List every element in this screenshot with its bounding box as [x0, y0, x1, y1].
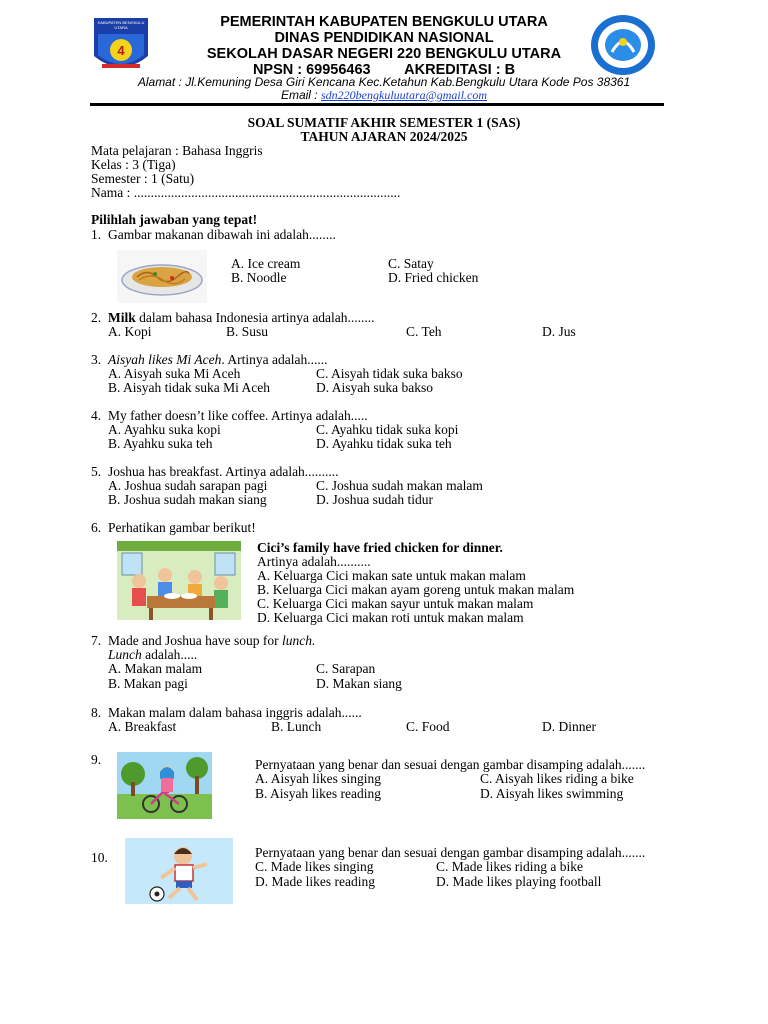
q8-option-d[interactable]: D. Dinner — [542, 719, 596, 734]
q6-option-d[interactable]: D. Keluarga Cici makan roti untuk makan malam — [257, 610, 524, 625]
q4-option-a[interactable]: A. Ayahku suka kopi — [108, 422, 221, 437]
q7-question-text-2: adalah..... — [141, 647, 198, 662]
q2-keyword: Milk — [108, 310, 136, 325]
q3-question-text: . Artinya adalah...... — [221, 352, 328, 367]
q2-option-b[interactable]: B. Susu — [226, 324, 269, 339]
header-email-row — [0, 88, 768, 102]
email-link[interactable]: sdn220bengkuluutara@gmail.com — [321, 88, 488, 102]
q1-option-b[interactable]: B. Noodle — [231, 270, 287, 285]
q7-option-b[interactable]: B. Makan pagi — [108, 676, 188, 691]
svg-text:4: 4 — [117, 43, 125, 58]
q4-number: 4. — [91, 408, 102, 423]
q8-option-c[interactable]: C. Food — [406, 719, 450, 734]
header-gov: PEMERINTAH KABUPATEN BENGKULU UTARA — [220, 14, 548, 30]
header-npsn: NPSN : 69956463 — [252, 62, 371, 78]
q9-option-c[interactable]: C. Aisyah likes riding a bike — [480, 771, 634, 786]
q4-option-b[interactable]: B. Ayahku suka teh — [108, 436, 213, 451]
q5-option-d[interactable]: D. Joshua sudah tidur — [316, 492, 433, 507]
q7-option-a[interactable]: A. Makan malam — [108, 661, 203, 676]
q8-option-a[interactable]: A. Breakfast — [108, 719, 177, 734]
header-address: Alamat : Jl.Kemuning Desa Giri Kencana Kec.Ketahun Kab.Bengkulu Utara Kode Pos 38361 — [137, 75, 631, 89]
q7-option-d[interactable]: D. Makan siang — [316, 676, 402, 691]
q6-prompt: Artinya adalah.......... — [257, 554, 371, 569]
q8-option-b[interactable]: B. Lunch — [271, 719, 322, 734]
q2-question-text: dalam bahasa Indonesia artinya adalah........ — [135, 310, 375, 325]
q6-statement: Cici’s family have fried chicken for dinner. — [257, 540, 503, 555]
q7-number: 7. — [91, 633, 102, 648]
q1-question: Gambar makanan dibawah ini adalah........ — [108, 227, 336, 242]
header-school: SEKOLAH DASAR NEGERI 220 BENGKULU UTARA — [206, 46, 562, 62]
q10-option-b[interactable]: D. Made likes reading — [255, 874, 375, 889]
q7-keyword: lunch. — [281, 633, 316, 648]
q10-option-d[interactable]: D. Made likes playing football — [436, 874, 602, 889]
header-akreditasi: AKREDITASI : B — [404, 62, 516, 78]
q5-question: Joshua has breakfast. Artinya adalah.......... — [108, 464, 339, 479]
q7-keyword-2: Lunch — [108, 647, 142, 662]
q3-option-d[interactable]: D. Aisyah suka bakso — [316, 380, 433, 395]
q2-question — [108, 311, 375, 325]
q1-option-d[interactable]: D. Fried chicken — [388, 270, 479, 285]
left-logo-text: KABUPATEN BENGKULU UTARA — [97, 20, 145, 30]
q3-option-c[interactable]: C. Aisyah tidak suka bakso — [316, 366, 463, 381]
family-dinner-image — [117, 541, 241, 620]
q7-option-c[interactable]: C. Sarapan — [316, 661, 376, 676]
q3-phrase: Aisyah likes Mi Aceh — [108, 352, 222, 367]
q4-option-c[interactable]: C. Ayahku tidak suka kopi — [316, 422, 459, 437]
q7-question — [108, 634, 315, 648]
q5-option-a[interactable]: A. Joshua sudah sarapan pagi — [108, 478, 268, 493]
q4-option-d[interactable]: D. Ayahku tidak suka teh — [316, 436, 452, 451]
q3-option-a[interactable]: A. Aisyah suka Mi Aceh — [108, 366, 241, 381]
q9-option-a[interactable]: A. Aisyah likes singing — [255, 771, 382, 786]
q9-option-b[interactable]: B. Aisyah likes reading — [255, 786, 381, 801]
q6-option-c[interactable]: C. Keluarga Cici makan sayur untuk makan malam — [257, 596, 534, 611]
q2-option-d[interactable]: D. Jus — [542, 324, 576, 339]
q7-question-text: Made and Joshua have soup for — [108, 633, 282, 648]
q9-question: Pernyataan yang benar dan sesuai dengan gambar disamping adalah....... — [255, 757, 646, 772]
q9-option-d[interactable]: D. Aisyah likes swimming — [480, 786, 624, 801]
q9-number: 9. — [91, 752, 102, 767]
q10-option-c[interactable]: C. Made likes riding a bike — [436, 859, 583, 874]
exam-title: SOAL SUMATIF AKHIR SEMESTER 1 (SAS) — [247, 115, 521, 130]
info-class: Kelas : 3 (Tiga) — [91, 157, 176, 172]
q2-option-a[interactable]: A. Kopi — [108, 324, 152, 339]
info-subject: Mata pelajaran : Bahasa Inggris — [91, 143, 263, 158]
q8-number: 8. — [91, 705, 102, 720]
header-dept: DINAS PENDIDIKAN NASIONAL — [274, 30, 494, 46]
q1-option-c[interactable]: C. Satay — [388, 256, 434, 271]
q3-number: 3. — [91, 352, 102, 367]
q6-option-a[interactable]: A. Keluarga Cici makan sate untuk makan malam — [257, 568, 526, 583]
q8-question: Makan malam dalam bahasa inggris adalah...... — [108, 705, 362, 720]
q5-option-c[interactable]: C. Joshua sudah makan malam — [316, 478, 483, 493]
q10-number: 10. — [91, 850, 108, 865]
q5-option-b[interactable]: B. Joshua sudah makan siang — [108, 492, 267, 507]
info-semester: Semester : 1 (Satu) — [91, 171, 195, 186]
girl-bike-image — [117, 752, 212, 819]
q2-option-c[interactable]: C. Teh — [406, 324, 442, 339]
q4-question: My father doesn’t like coffee. Artinya adalah..... — [108, 408, 368, 423]
email-label: Email : — [280, 88, 318, 102]
q10-option-a[interactable]: C. Made likes singing — [255, 859, 374, 874]
exam-year: TAHUN AJARAN 2024/2025 — [300, 129, 468, 144]
instruction: Pilihlah jawaban yang tepat! — [91, 212, 258, 227]
q6-question: Perhatikan gambar berikut! — [108, 520, 256, 535]
q10-question: Pernyataan yang benar dan sesuai dengan gambar disamping adalah....... — [255, 845, 646, 860]
q3-option-b[interactable]: B. Aisyah tidak suka Mi Aceh — [108, 380, 270, 395]
header-divider — [90, 103, 664, 106]
q6-option-b[interactable]: B. Keluarga Cici makan ayam goreng untuk makan malam — [257, 582, 575, 597]
q7-question-line2 — [108, 648, 197, 662]
q1-option-a[interactable]: A. Ice cream — [231, 256, 301, 271]
q1-number: 1. — [91, 227, 102, 242]
q3-question — [108, 353, 327, 367]
q5-number: 5. — [91, 464, 102, 479]
q2-number: 2. — [91, 310, 102, 325]
info-name-field[interactable]: Nama : ............................................................................... — [91, 185, 401, 200]
q6-number: 6. — [91, 520, 102, 535]
boy-football-image — [125, 838, 233, 904]
noodle-image — [117, 250, 207, 303]
